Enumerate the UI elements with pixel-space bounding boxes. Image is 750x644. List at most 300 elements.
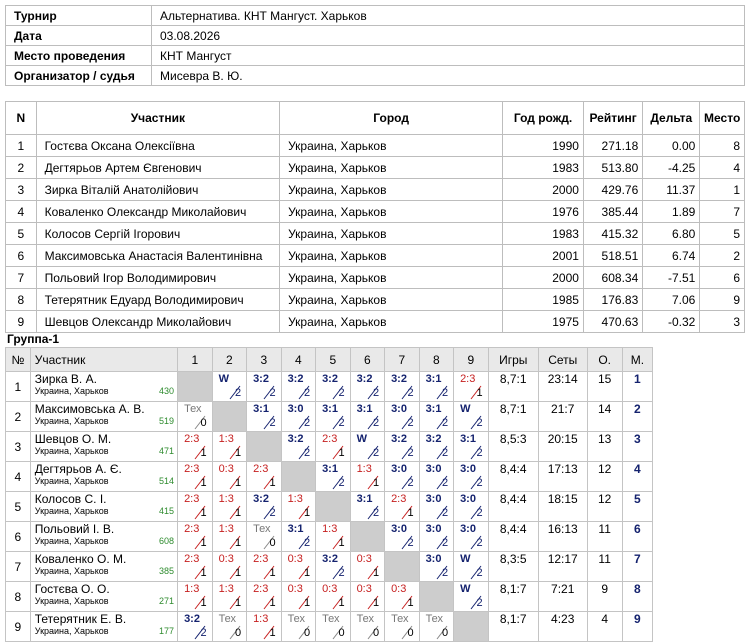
crosstable-row	[6, 492, 653, 522]
participant-rating: 415	[159, 506, 175, 516]
participant-cell: Украина, Харьков	[280, 179, 503, 201]
participant-cell: 518.51	[583, 245, 642, 267]
match-points: 1	[269, 597, 276, 609]
match-points: 2	[441, 447, 449, 459]
games-cell: 8,7:1	[488, 402, 538, 432]
match-score: 2:3	[184, 553, 200, 565]
match-points: 2	[441, 537, 449, 549]
match-result-cell	[385, 372, 420, 402]
match-result-cell	[419, 612, 454, 642]
match-result-cell	[316, 432, 351, 462]
self-cell	[316, 492, 351, 522]
crosstable-col-header: Игры	[488, 348, 538, 372]
match-result-cell	[454, 462, 489, 492]
match-result-cell	[212, 582, 247, 612]
match-points: 2	[338, 477, 345, 489]
match-score: 3:2	[356, 373, 373, 385]
match-result-cell	[247, 462, 282, 492]
participants-col-header: Город	[280, 102, 503, 135]
row-number: 4	[6, 462, 31, 492]
match-points: 2	[441, 567, 449, 579]
match-score: 3:1	[356, 493, 373, 505]
match-result-cell	[454, 402, 489, 432]
match-score: Тех	[287, 613, 306, 625]
info-value: Альтернатива. КНТ Мангуст. Харьков	[152, 6, 745, 26]
match-score: 3:1	[356, 403, 373, 415]
match-score: 3:1	[425, 373, 442, 385]
match-result-cell	[350, 372, 385, 402]
match-points: 0	[372, 627, 380, 639]
participant-cell: Украина, Харьков	[280, 135, 503, 157]
match-points: 2	[441, 417, 449, 429]
crosstable-header-row	[6, 348, 653, 372]
match-result-cell	[350, 492, 385, 522]
match-score: 3:0	[460, 523, 476, 535]
participant-cell: Гостєва Оксана Олексіївна	[36, 135, 279, 157]
match-result-cell	[281, 372, 316, 402]
match-score: 3:2	[287, 373, 304, 385]
match-result-cell	[316, 462, 351, 492]
crosstable-col-header: О.	[587, 348, 622, 372]
participant-sub	[31, 506, 177, 517]
match-points: 2	[372, 387, 380, 399]
match-result-cell	[316, 612, 351, 642]
match-points: 2	[200, 627, 207, 639]
participant-cell: Украина, Харьков	[280, 289, 503, 311]
participant-cell: 1990	[503, 135, 584, 157]
match-result-cell	[316, 582, 351, 612]
place-cell: 7	[622, 552, 652, 582]
match-score: 0:3	[391, 583, 407, 595]
crosstable-row	[6, 402, 653, 432]
match-points: 2	[338, 417, 345, 429]
match-result-cell	[247, 552, 282, 582]
participants-col-header: Место	[700, 102, 745, 135]
points-cell: 11	[587, 552, 622, 582]
games-cell: 8,4:4	[488, 462, 538, 492]
match-result-cell	[385, 612, 420, 642]
match-result-cell	[178, 402, 213, 432]
participant-row	[6, 267, 745, 289]
match-result-cell	[419, 552, 454, 582]
match-points: 1	[200, 477, 207, 489]
match-result-cell	[350, 432, 385, 462]
participant-rating: 271	[159, 596, 175, 606]
match-result-cell	[212, 432, 247, 462]
self-cell	[178, 372, 213, 402]
match-points: 2	[234, 387, 242, 399]
participant-city: Украина, Харьков	[34, 506, 109, 516]
crosstable-col-header: Сеты	[538, 348, 587, 372]
match-score: 0:3	[218, 463, 234, 475]
match-points: 0	[407, 627, 414, 639]
participant-name: Польовий І. В.	[34, 522, 115, 536]
match-score: W	[356, 433, 367, 445]
match-points: 1	[234, 477, 242, 489]
participant-cell	[30, 432, 177, 462]
match-points: 1	[200, 537, 207, 549]
match-points: 2	[476, 567, 483, 579]
match-points: 2	[407, 537, 414, 549]
participant-cell: 1975	[503, 311, 584, 333]
match-points: 2	[303, 387, 311, 399]
match-result-cell	[419, 492, 454, 522]
games-cell: 8,1:7	[488, 582, 538, 612]
participant-cell: Украина, Харьков	[280, 201, 503, 223]
match-result-cell	[178, 462, 213, 492]
match-points: 2	[476, 447, 483, 459]
match-points: 2	[476, 417, 483, 429]
participant-sub	[31, 536, 177, 547]
match-score: Тех	[391, 613, 409, 625]
place-cell: 5	[622, 492, 652, 522]
match-score: 3:0	[425, 493, 442, 505]
match-result-cell	[419, 522, 454, 552]
match-result-cell	[247, 612, 282, 642]
group-crosstable	[5, 347, 653, 642]
place-cell: 3	[622, 432, 652, 462]
participant-rating: 519	[159, 416, 175, 426]
match-points: 2	[476, 597, 483, 609]
match-score: 2:3	[253, 583, 269, 595]
self-cell	[419, 582, 454, 612]
match-points: 1	[200, 447, 207, 459]
match-points: 1	[476, 387, 483, 399]
match-points: 0	[269, 537, 276, 549]
match-points: 0	[441, 627, 449, 639]
match-score: 3:2	[287, 433, 304, 445]
match-result-cell	[316, 552, 351, 582]
participant-cell: 6	[6, 245, 37, 267]
row-number: 2	[6, 402, 31, 432]
participant-cell: Зирка Віталій Анатолійович	[36, 179, 279, 201]
match-score: 1:3	[218, 493, 234, 505]
points-cell: 15	[587, 372, 622, 402]
match-score: 3:0	[460, 463, 476, 475]
match-score: 3:2	[391, 433, 407, 445]
participant-cell: 5	[6, 223, 37, 245]
participants-col-header: N	[6, 102, 37, 135]
participant-name: Колосов С. І.	[34, 492, 107, 506]
match-points: 1	[338, 597, 345, 609]
participant-sub	[31, 416, 177, 427]
participant-cell: 1.89	[643, 201, 700, 223]
participant-cell: 2000	[503, 267, 584, 289]
crosstable-col-header: 4	[281, 348, 316, 372]
match-result-cell	[178, 522, 213, 552]
crosstable-row	[6, 552, 653, 582]
participant-cell: 9	[700, 289, 745, 311]
match-result-cell	[350, 552, 385, 582]
participant-cell: Украина, Харьков	[280, 311, 503, 333]
match-points: 1	[200, 507, 207, 519]
match-score: 1:3	[356, 463, 372, 475]
match-points: 1	[200, 597, 207, 609]
match-points: 2	[407, 417, 414, 429]
match-score: W	[460, 583, 471, 595]
match-result-cell	[212, 372, 247, 402]
match-points: 2	[372, 507, 380, 519]
match-result-cell	[247, 372, 282, 402]
info-row-date	[6, 26, 745, 46]
match-score: 3:2	[425, 433, 442, 445]
match-points: 2	[441, 387, 449, 399]
place-cell: 9	[622, 612, 652, 642]
participant-cell: 4	[6, 201, 37, 223]
participant-cell: -7.51	[643, 267, 700, 289]
info-row-venue	[6, 46, 745, 66]
match-result-cell	[247, 582, 282, 612]
match-score: 1:3	[184, 583, 200, 595]
participant-name: Зирка В. А.	[34, 372, 97, 386]
match-score: 2:3	[184, 433, 200, 445]
participant-cell	[30, 522, 177, 552]
participant-city: Украина, Харьков	[34, 626, 109, 636]
match-result-cell	[212, 462, 247, 492]
participant-name: Тетерятник Е. В.	[34, 612, 127, 626]
match-result-cell	[281, 612, 316, 642]
row-number: 6	[6, 522, 31, 552]
participant-cell: 2	[6, 157, 37, 179]
crosstable-col-header: 1	[178, 348, 213, 372]
crosstable-row	[6, 582, 653, 612]
participant-cell: 1983	[503, 223, 584, 245]
participant-name: Гостєва О. О.	[34, 582, 110, 596]
participant-cell: 4	[700, 157, 745, 179]
participant-row	[6, 223, 745, 245]
participant-cell: 1	[700, 179, 745, 201]
row-number: 9	[6, 612, 31, 642]
match-points: 2	[269, 417, 276, 429]
match-result-cell	[454, 492, 489, 522]
match-points: 2	[407, 477, 414, 489]
participant-city: Украина, Харьков	[34, 446, 109, 456]
participant-rating: 385	[159, 566, 175, 576]
participant-city: Украина, Харьков	[34, 416, 109, 426]
match-points: 0	[338, 627, 345, 639]
crosstable-col-header: №	[6, 348, 31, 372]
participant-cell: Коваленко Олександр Миколайович	[36, 201, 279, 223]
match-score: 0:3	[322, 583, 338, 595]
points-cell: 11	[587, 522, 622, 552]
match-result-cell	[454, 432, 489, 462]
participant-rating: 608	[159, 536, 175, 546]
match-score: 3:2	[184, 613, 200, 625]
participant-cell: Украина, Харьков	[280, 267, 503, 289]
match-points: 1	[200, 567, 207, 579]
match-score: 3:1	[253, 403, 269, 415]
participant-cell: 1976	[503, 201, 584, 223]
match-points: 0	[303, 627, 311, 639]
participant-sub	[31, 596, 177, 607]
participant-cell	[30, 402, 177, 432]
crosstable-row	[6, 372, 653, 402]
match-points: 1	[303, 567, 311, 579]
match-score: Тех	[425, 613, 444, 625]
info-label: Место проведения	[6, 46, 152, 66]
match-score: 3:0	[425, 463, 442, 475]
crosstable-col-header: 9	[454, 348, 489, 372]
sets-cell: 21:7	[538, 402, 587, 432]
participant-city: Украина, Харьков	[34, 476, 109, 486]
match-score: 1:3	[287, 493, 303, 505]
match-score: 0:3	[287, 553, 303, 565]
match-points: 2	[441, 507, 449, 519]
match-result-cell	[281, 432, 316, 462]
participant-cell: Украина, Харьков	[280, 223, 503, 245]
participant-cell: -4.25	[643, 157, 700, 179]
points-cell: 14	[587, 402, 622, 432]
participant-city: Украина, Харьков	[34, 536, 109, 546]
participant-cell: 9	[6, 311, 37, 333]
match-points: 2	[372, 417, 380, 429]
participant-rating: 471	[159, 446, 175, 456]
participant-cell: Тетерятник Едуард Володимирович	[36, 289, 279, 311]
match-points: 2	[372, 447, 380, 459]
match-score: Тех	[356, 613, 375, 625]
match-score: 2:3	[253, 463, 269, 475]
match-score: 0:3	[287, 583, 303, 595]
match-points: 2	[269, 387, 276, 399]
participant-cell	[30, 612, 177, 642]
participant-cell: 513.80	[583, 157, 642, 179]
info-label: Дата	[6, 26, 152, 46]
participant-city: Украина, Харьков	[34, 386, 109, 396]
match-result-cell	[454, 372, 489, 402]
participant-cell: Колосов Сергій Ігорович	[36, 223, 279, 245]
participant-cell: Максимовська Анастасія Валентинівна	[36, 245, 279, 267]
match-result-cell	[385, 492, 420, 522]
participant-cell: Польовий Ігор Володимирович	[36, 267, 279, 289]
participant-cell: 608.34	[583, 267, 642, 289]
match-result-cell	[281, 582, 316, 612]
participant-name: Коваленко О. М.	[34, 552, 127, 566]
participant-cell: 6.74	[643, 245, 700, 267]
match-points: 1	[234, 447, 242, 459]
match-score: 3:2	[322, 373, 338, 385]
match-result-cell	[178, 432, 213, 462]
match-score: 3:0	[425, 523, 442, 535]
participant-sub	[31, 386, 177, 397]
match-result-cell	[454, 522, 489, 552]
row-number: 1	[6, 372, 31, 402]
match-points: 1	[407, 597, 414, 609]
participant-rating: 430	[159, 386, 175, 396]
points-cell: 9	[587, 582, 622, 612]
participant-name: Шевцов О. М.	[34, 432, 112, 446]
place-cell: 1	[622, 372, 652, 402]
match-result-cell	[281, 402, 316, 432]
match-result-cell	[419, 462, 454, 492]
sets-cell: 17:13	[538, 462, 587, 492]
match-points: 1	[338, 447, 345, 459]
match-score: 3:1	[425, 403, 442, 415]
crosstable-row	[6, 432, 653, 462]
crosstable-col-header: 7	[385, 348, 420, 372]
match-result-cell	[281, 552, 316, 582]
match-score: 2:3	[184, 493, 200, 505]
info-label: Турнир	[6, 6, 152, 26]
info-value: КНТ Мангуст	[152, 46, 745, 66]
match-result-cell	[212, 492, 247, 522]
points-cell: 12	[587, 492, 622, 522]
participant-sub	[31, 566, 177, 577]
sets-cell: 12:17	[538, 552, 587, 582]
match-score: 3:2	[391, 373, 407, 385]
participant-cell: 8	[700, 135, 745, 157]
row-number: 8	[6, 582, 31, 612]
participant-cell: Шевцов Олександр Миколайович	[36, 311, 279, 333]
participant-cell: 7.06	[643, 289, 700, 311]
match-score: 1:3	[218, 523, 234, 535]
participant-row	[6, 245, 745, 267]
participant-cell: 6	[700, 267, 745, 289]
match-points: 2	[303, 417, 311, 429]
match-score: 3:1	[322, 463, 338, 475]
match-score: 3:1	[322, 403, 338, 415]
match-score: 2:3	[184, 523, 200, 535]
match-points: 2	[407, 387, 414, 399]
match-points: 1	[303, 597, 311, 609]
participant-cell: 1	[6, 135, 37, 157]
match-points: 2	[476, 537, 483, 549]
match-points: 2	[476, 477, 483, 489]
info-row-tournament	[6, 6, 745, 26]
match-result-cell	[454, 552, 489, 582]
row-number: 7	[6, 552, 31, 582]
match-points: 0	[200, 417, 207, 429]
participant-cell: 176.83	[583, 289, 642, 311]
match-result-cell	[385, 432, 420, 462]
match-points: 1	[234, 567, 242, 579]
participant-cell	[30, 372, 177, 402]
participant-cell: 415.32	[583, 223, 642, 245]
crosstable-col-header: 3	[247, 348, 282, 372]
crosstable-row	[6, 612, 653, 642]
match-result-cell	[178, 552, 213, 582]
match-score: 3:0	[460, 493, 476, 505]
match-score: 1:3	[253, 613, 269, 625]
match-points: 1	[372, 567, 380, 579]
participant-cell: 7	[6, 267, 37, 289]
match-points: 1	[269, 567, 276, 579]
participants-header-row	[6, 102, 745, 135]
match-points: 1	[234, 537, 242, 549]
sets-cell: 16:13	[538, 522, 587, 552]
match-score: W	[460, 403, 471, 415]
sets-cell: 4:23	[538, 612, 587, 642]
participant-cell: 2000	[503, 179, 584, 201]
games-cell: 8,1:7	[488, 612, 538, 642]
participants-col-header: Дельта	[643, 102, 700, 135]
self-cell	[281, 462, 316, 492]
match-result-cell	[454, 582, 489, 612]
match-score: W	[218, 373, 229, 385]
participant-cell: 11.37	[643, 179, 700, 201]
match-score: 1:3	[218, 583, 234, 595]
match-score: W	[460, 553, 471, 565]
match-points: 1	[303, 507, 311, 519]
match-points: 2	[476, 507, 483, 519]
info-value: 03.08.2026	[152, 26, 745, 46]
participant-cell: 8	[6, 289, 37, 311]
sets-cell: 23:14	[538, 372, 587, 402]
match-score: 3:0	[287, 403, 304, 415]
points-cell: 13	[587, 432, 622, 462]
match-points: 1	[407, 507, 414, 519]
match-result-cell	[385, 402, 420, 432]
match-result-cell	[350, 612, 385, 642]
